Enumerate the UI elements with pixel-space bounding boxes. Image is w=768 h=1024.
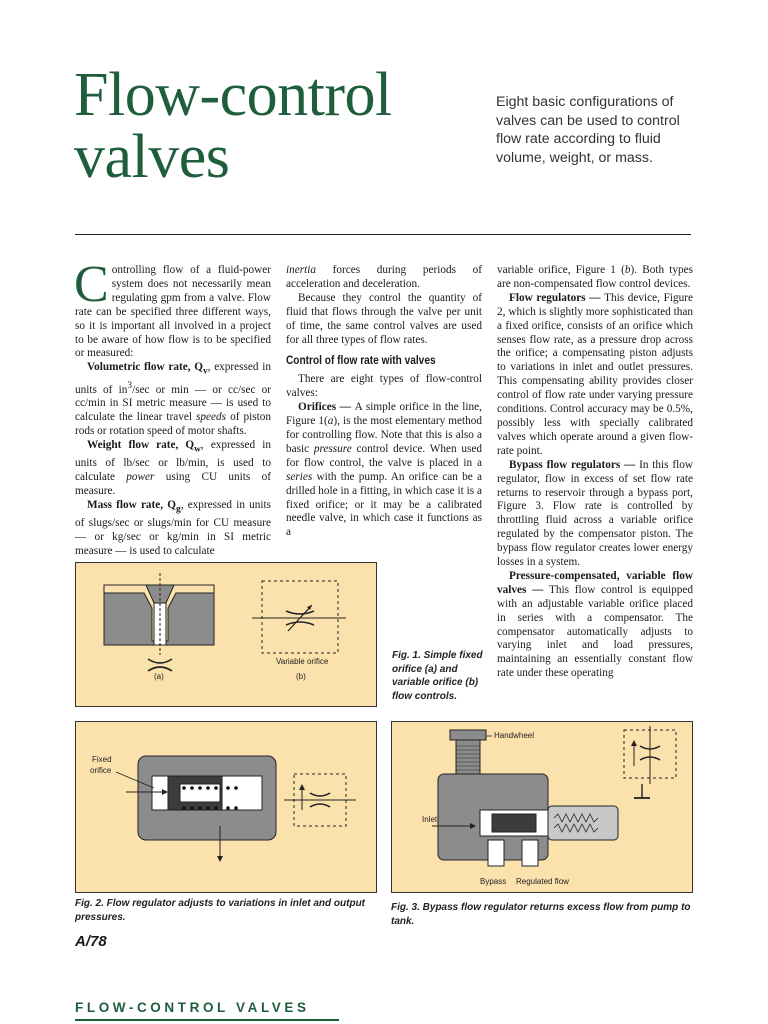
figure-1-diagram xyxy=(76,563,376,706)
figure-2-caption: Fig. 2. Flow regulator adjusts to variations in inlet and output pressures. xyxy=(75,898,366,923)
figure-2 xyxy=(75,721,377,893)
pressure-compensated-paragraph: Pressure-compensated, variable flow valves — This flow control is equipped with an adjustable variable orifice placed in series with a compensator. The compensator automatically adjusts to varying inlet and load pressures, maintaining an essentially constant flow rate under these operating xyxy=(497,569,694,680)
orifices-paragraph: Orifices — A simple orifice in the line, Figure 1(a), is the most elementary method for controlling flow. Note that this is also a basic pressure control device. When used for flow control, the valve is placed in a series with the pump. An orifice can be a drilled hole in a fitting, in which case it is a fixed orifice; or it may be a calibrated needle valve, in which case it functions as a xyxy=(286,401,482,539)
header-rule xyxy=(75,234,691,235)
variable-orifice-box xyxy=(262,581,338,653)
volumetric-paragraph: Volumetric flow rate, $Q_v$, expressed in units of $in^3/\sec$ or min — or cc/sec or cc/min in SI metric measure — is used to calculate the linear travel speeds of piston rods or rotation speed of motor shafts. xyxy=(75,361,271,437)
regulated-flow-label: Regulated flow xyxy=(516,877,569,886)
figure-1-caption: Fig. 1. Simple fixed orifice (a) and variable orifice (b) flow controls. xyxy=(392,650,483,702)
handwheel-label: Handwheel xyxy=(494,731,535,740)
weight-paragraph: Weight flow rate, $Q_w$, expressed in units of lb/sec or lb/min, is used to calculate power using CU units of measure. xyxy=(75,438,271,497)
variable-orifice-paragraph: variable orifice, Figure 1 (b). Both types are non-compensated flow control devices. xyxy=(497,264,694,290)
drop-cap: C xyxy=(74,256,109,313)
inlet-label: Inlet xyxy=(422,815,438,824)
figure-3 xyxy=(391,721,693,893)
column-3 xyxy=(497,264,693,681)
bypass-piston xyxy=(492,814,536,832)
column-1 xyxy=(74,256,271,559)
compensator-housing xyxy=(548,806,618,840)
running-footer: FLOW-CONTROL VALVES xyxy=(75,1000,310,1015)
svg-text:orifice: orifice xyxy=(90,766,112,775)
handwheel xyxy=(450,730,486,740)
figure-1 xyxy=(75,562,377,707)
subtitle: Eight basic configurations of valves can be used to control flow rate according to fluid volume, weight, or mass. xyxy=(496,94,680,166)
section-subhead: Control of flow rate with valves xyxy=(286,355,436,368)
types-paragraph: There are eight types of flow-control valves: xyxy=(286,373,482,400)
page-title: Flow-control valves xyxy=(74,61,392,191)
figure-3-diagram xyxy=(392,722,692,892)
bypass-paragraph: Bypass flow regulators — In this flow regulator, flow in excess of set flow rate returns to reservoir through a bypass port, Figure 3. Flow rate is controlled by throttling fluid across a variable orifice regulated by the compensator piston. The bypass flow regulator creates lower energy losses in a system. xyxy=(497,458,694,569)
figure-2-diagram xyxy=(76,722,376,892)
mass-paragraph: Mass flow rate, $Q_g$, expressed in units of slugs/sec or slugs/min for CU measure — or kg/sec or kg/min in SI metric measure — is used to calculate xyxy=(75,498,271,557)
variable-orifice-label: Variable orifice xyxy=(276,657,329,666)
intro-paragraph: Controlling flow of a fluid-power system does not necessarily mean regulating gpm from a valve. Flow rate can be specified three different ways, so it is important all involved in a project to be aware of how flow is to be specified or measured: xyxy=(74,256,271,360)
figure-3-caption: Fig. 3. Bypass flow regulator returns excess flow from pump to tank. xyxy=(391,902,691,927)
quantity-paragraph: Because they control the quantity of fluid that flows through the valve per unit of time, the same control valves are used for all three types of flow rates. xyxy=(286,291,482,346)
fixed-orifice-label: Fixed xyxy=(92,755,112,764)
flow-regulators-paragraph: Flow regulators — This device, Figure 2, which is slightly more sophisticated than a fixed orifice, consists of an orifice which senses flow rate, as a pressure drop across the orifice; a compensating piston adjusts to variations in inlet and outlet pressures. This compensating ability provides closer control of flow rate under varying pressure conditions. Control accuracy may be 0.5%, possibly less with specially calibrated valves which operate around a given flow-rate point. xyxy=(497,291,693,457)
bypass-label: Bypass xyxy=(480,877,507,886)
footer-underline xyxy=(75,1019,339,1021)
page-number: A/78 xyxy=(75,933,107,950)
figure-1a-label: (a) xyxy=(154,672,164,681)
fixed-orifice-symbol xyxy=(148,659,172,671)
inertia-paragraph: inertia forces during periods of acceleration and deceleration. xyxy=(286,264,482,290)
figure-1b-label: (b) xyxy=(296,672,306,681)
column-2 xyxy=(286,264,482,540)
